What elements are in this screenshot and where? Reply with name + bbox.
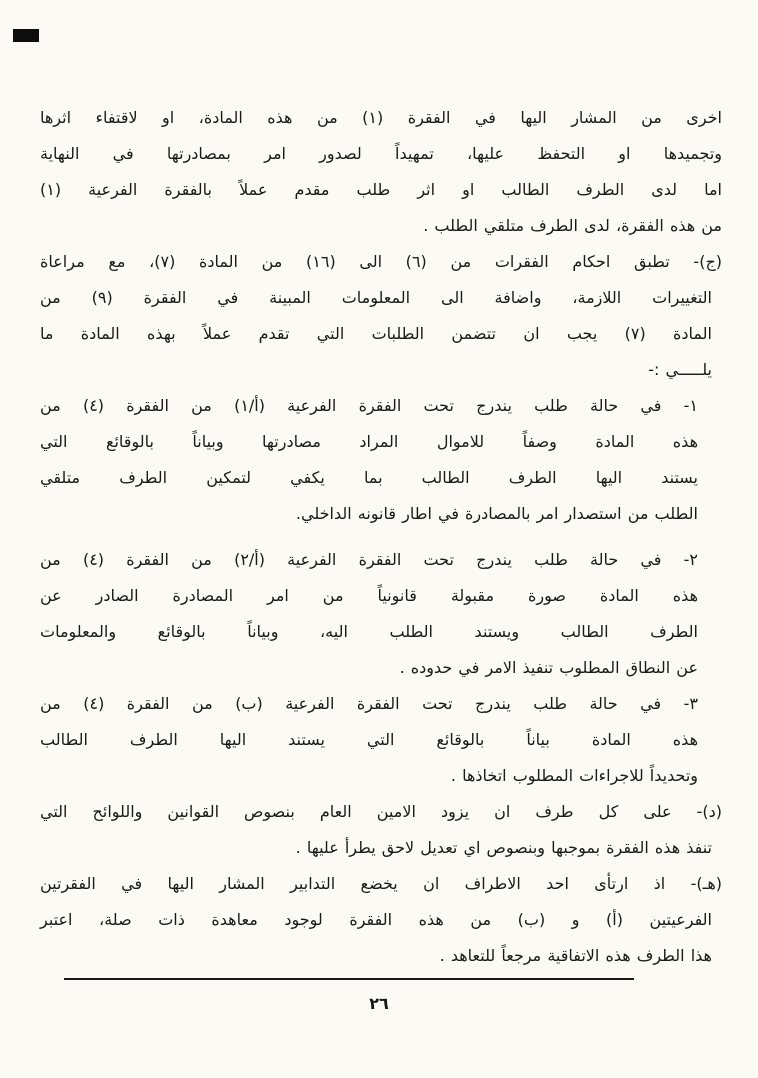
text-line bbox=[40, 542, 698, 578]
text-line bbox=[40, 866, 722, 902]
item-label: ٢- bbox=[683, 550, 698, 569]
paragraph-item-ha bbox=[40, 866, 722, 974]
paragraph-continuation bbox=[40, 100, 722, 244]
item-text: في حالة طلب يندرج تحت الفقرة الفرعية (ب) من الفقرة (٤) من bbox=[40, 694, 662, 713]
item-label: ٣- bbox=[683, 694, 699, 713]
scan-mark bbox=[13, 29, 39, 42]
text-line: التغييرات اللازمة، واضافة الى المعلومات المبينة في الفقرة (٩) من bbox=[40, 288, 713, 307]
paragraph-item-jeem bbox=[40, 244, 722, 388]
text-line bbox=[40, 244, 722, 280]
paragraph-subitem-2 bbox=[40, 542, 698, 686]
text-line: الطلب من استصدار امر بالمصادرة في اطار قانونه الداخلي. bbox=[295, 504, 698, 523]
text-line bbox=[40, 794, 722, 830]
paragraph-item-dal bbox=[40, 794, 722, 866]
text-line: المادة (٧) يجب ان تتضمن الطلبات التي تقدم عملاً بهذه المادة ما bbox=[40, 324, 712, 343]
text-line: يستند اليها الطرف الطالب بما يكفي لتمكين الطرف متلقي bbox=[40, 468, 698, 487]
text-line: عن النطاق المطلوب تنفيذ الامر في حدوده . bbox=[399, 658, 698, 677]
item-label: ١- bbox=[683, 396, 698, 415]
text-line: اما لدى الطرف الطالب او اثر طلب مقدم عملاً بالفقرة الفرعية (١) bbox=[40, 180, 722, 199]
page-body-text bbox=[40, 100, 722, 974]
text-line: هذه المادة صورة مقبولة قانونياً من امر المصادرة الصادر عن bbox=[40, 586, 698, 605]
item-label: (ج)- bbox=[693, 252, 723, 271]
text-line: الطرف الطالب ويستند الطلب اليه، وبياناً بالوقائع والمعلومات bbox=[40, 622, 698, 641]
item-text: اذ ارتأى احد الاطراف ان يخضع التدابير المشار اليها في الفقرتين bbox=[40, 874, 666, 893]
text-line bbox=[40, 388, 698, 424]
paragraph-subitem-3 bbox=[40, 686, 698, 794]
item-text: في حالة طلب يندرج تحت الفقرة الفرعية (أ/١) من الفقرة (٤) من bbox=[40, 396, 662, 415]
item-label: (د)- bbox=[696, 802, 723, 821]
text-line: تنفذ هذه الفقرة بموجبها وبنصوص اي تعديل لاحق يطرأ عليها . bbox=[295, 838, 712, 857]
page-number: ٢٦ bbox=[369, 994, 389, 1013]
paragraph-subitem-1 bbox=[40, 388, 698, 532]
item-text: تطبق احكام الفقرات من (٦) الى (١٦) من المادة (٧)، مع مراعاة bbox=[40, 252, 670, 271]
text-line: هذه المادة وصفاً للاموال المراد مصادرتها وبياناً بالوقائع التي bbox=[40, 432, 698, 451]
item-text: على كل طرف ان يزود الامين العام بنصوص القوانين واللوائح التي bbox=[40, 802, 672, 821]
text-line: من هذه الفقرة، لدى الطرف متلقي الطلب . bbox=[423, 216, 722, 235]
text-line bbox=[40, 686, 698, 722]
text-line: هذه المادة بياناً بالوقائع التي يستند اليها الطرف الطالب bbox=[40, 730, 698, 749]
text-line: الفرعيتين (أ) و (ب) من هذه الفقرة لوجود معاهدة ذات صلة، اعتبر bbox=[40, 910, 712, 929]
text-line: اخرى من المشار اليها في الفقرة (١) من هذه المادة، او لاقتفاء اثرها bbox=[40, 108, 722, 127]
footer-rule bbox=[64, 978, 634, 980]
text-line: وتجميدها او التحفظ عليها، تمهيداً لصدور امر بمصادرتها في النهاية bbox=[40, 144, 722, 163]
item-label: (هـ)- bbox=[690, 874, 722, 893]
text-line: وتحديداً للاجراءات المطلوب اتخاذها . bbox=[450, 766, 698, 785]
text-line: هذا الطرف هذه الاتفاقية مرجعاً للتعاهد . bbox=[439, 946, 712, 965]
item-text: في حالة طلب يندرج تحت الفقرة الفرعية (أ/٢) من الفقرة (٤) من bbox=[40, 550, 662, 569]
text-line: يلـــــي :- bbox=[648, 360, 712, 379]
